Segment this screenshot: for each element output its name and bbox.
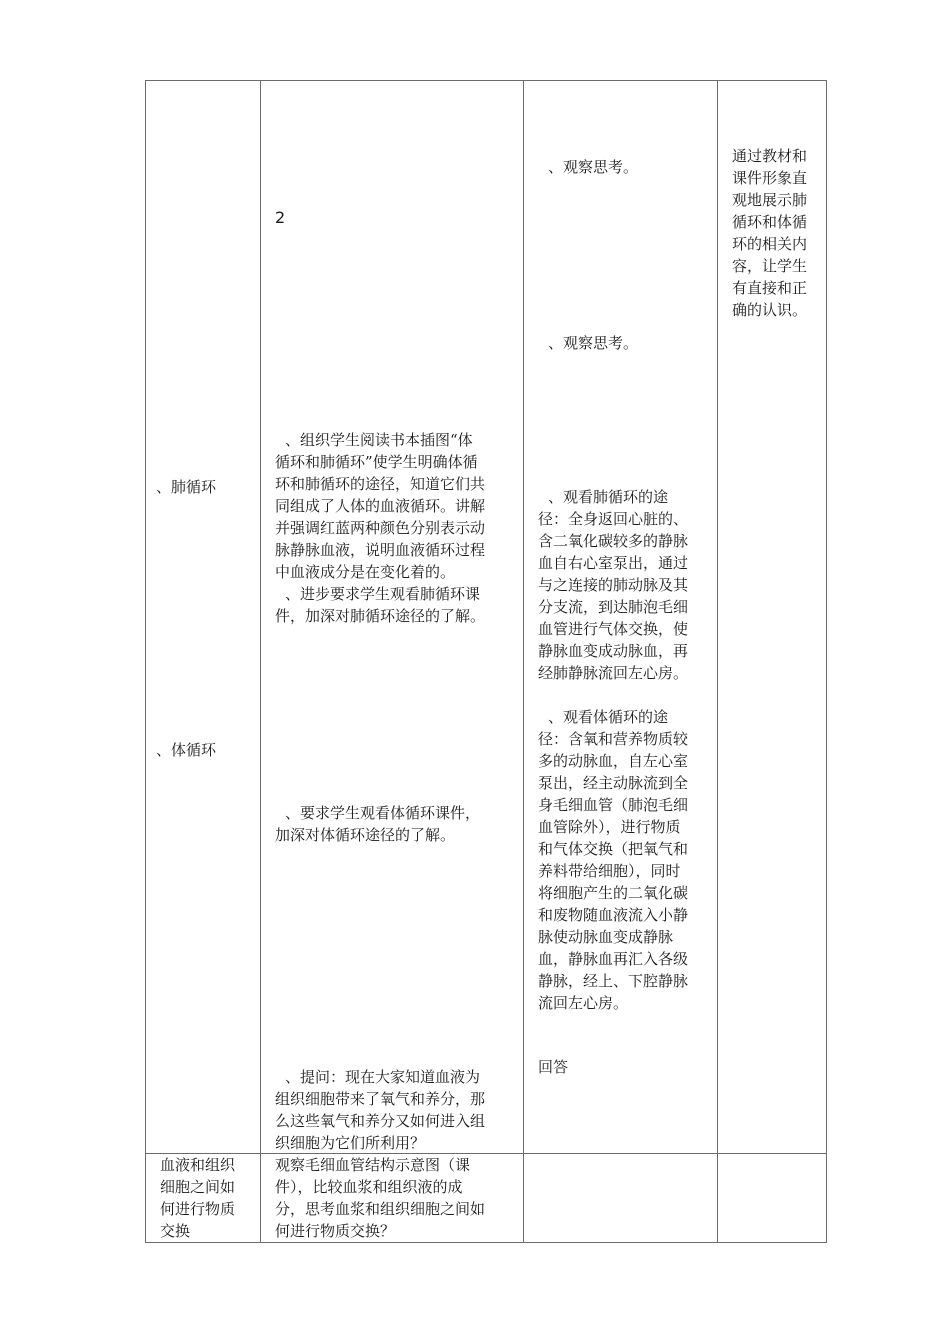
table-column-divider	[260, 80, 261, 1243]
systemic-circulation-heading: 、体循环	[156, 741, 217, 759]
lesson-plan-page: 、肺循环 、体循环 血液和组织 细胞之间如 何进行物质 交换 2 、组织学生阅读书本插图“体 循环和肺循环”使学生明确体循 环和肺循环的途径，知道它们共 同组成了人体的血液循环。讲解 并强调红蓝两种颜色分别表示动 脉静脉血液，说明血液循环过程 中血液成分是在变化着的。 、进步要求学生观看肺循环课 件，加深对肺循环途径的了解。 、要求学生观看体循环课件， 加深对体循环途径的了解。 、提问：现在大家知道血液为 组织细胞带来了氧气和养分，那 么这些氧气和养分又如何进入组 织细胞为它们所利用？ 观察毛细血管结构示意图（课 件），比较血浆和组织液的成 分，思考血浆和组织细胞之间如 何进行物质交换？ 、观察思考。 、观察思考。 、观看肺循环的途 径：全身返回心脏的、 含二氧化碳较多的静脉 血自右心室泵出，通过 与之连接的肺动脉及其 分支流，到达肺泡毛细 血管进行气体交换，使 静脉血变成动脉血，再 经肺静脉流回左心房。 、观看体循环的途 径：含氧和营养物质较 多的动脉血，自左心室 泵出，经主动脉流到全 身毛细血管（肺泡毛细 血管除外），进行物质 和气体交换（把氧气和 养料带给细胞），同时 将细胞产生的二氧化碳 和废物随血液流入小静 脉使动脉血变成静脉 血，静脉血再汇入各级 静脉，经上、下腔静脉 流回左心房。 回答 通过教材和 课件形象直 观地展示肺 循环和体循 环的相关内 容，让学生 有直接和正 确的认识。	[0, 0, 950, 1344]
table-bottom-border	[145, 1242, 827, 1243]
step-number: 2	[275, 208, 286, 227]
table-column-divider	[717, 80, 718, 1243]
table-column-divider	[523, 80, 524, 1243]
observe-think-text: 、观察思考。	[533, 158, 639, 176]
table-left-border	[145, 80, 146, 1243]
table-top-border	[145, 80, 827, 81]
table-right-border	[826, 80, 827, 1243]
table-row-divider	[145, 1153, 827, 1154]
pulmonary-circulation-heading: 、肺循环	[156, 478, 217, 496]
answer-text: 回答	[538, 1058, 569, 1076]
observe-think-text: 、观察思考。	[533, 334, 639, 352]
